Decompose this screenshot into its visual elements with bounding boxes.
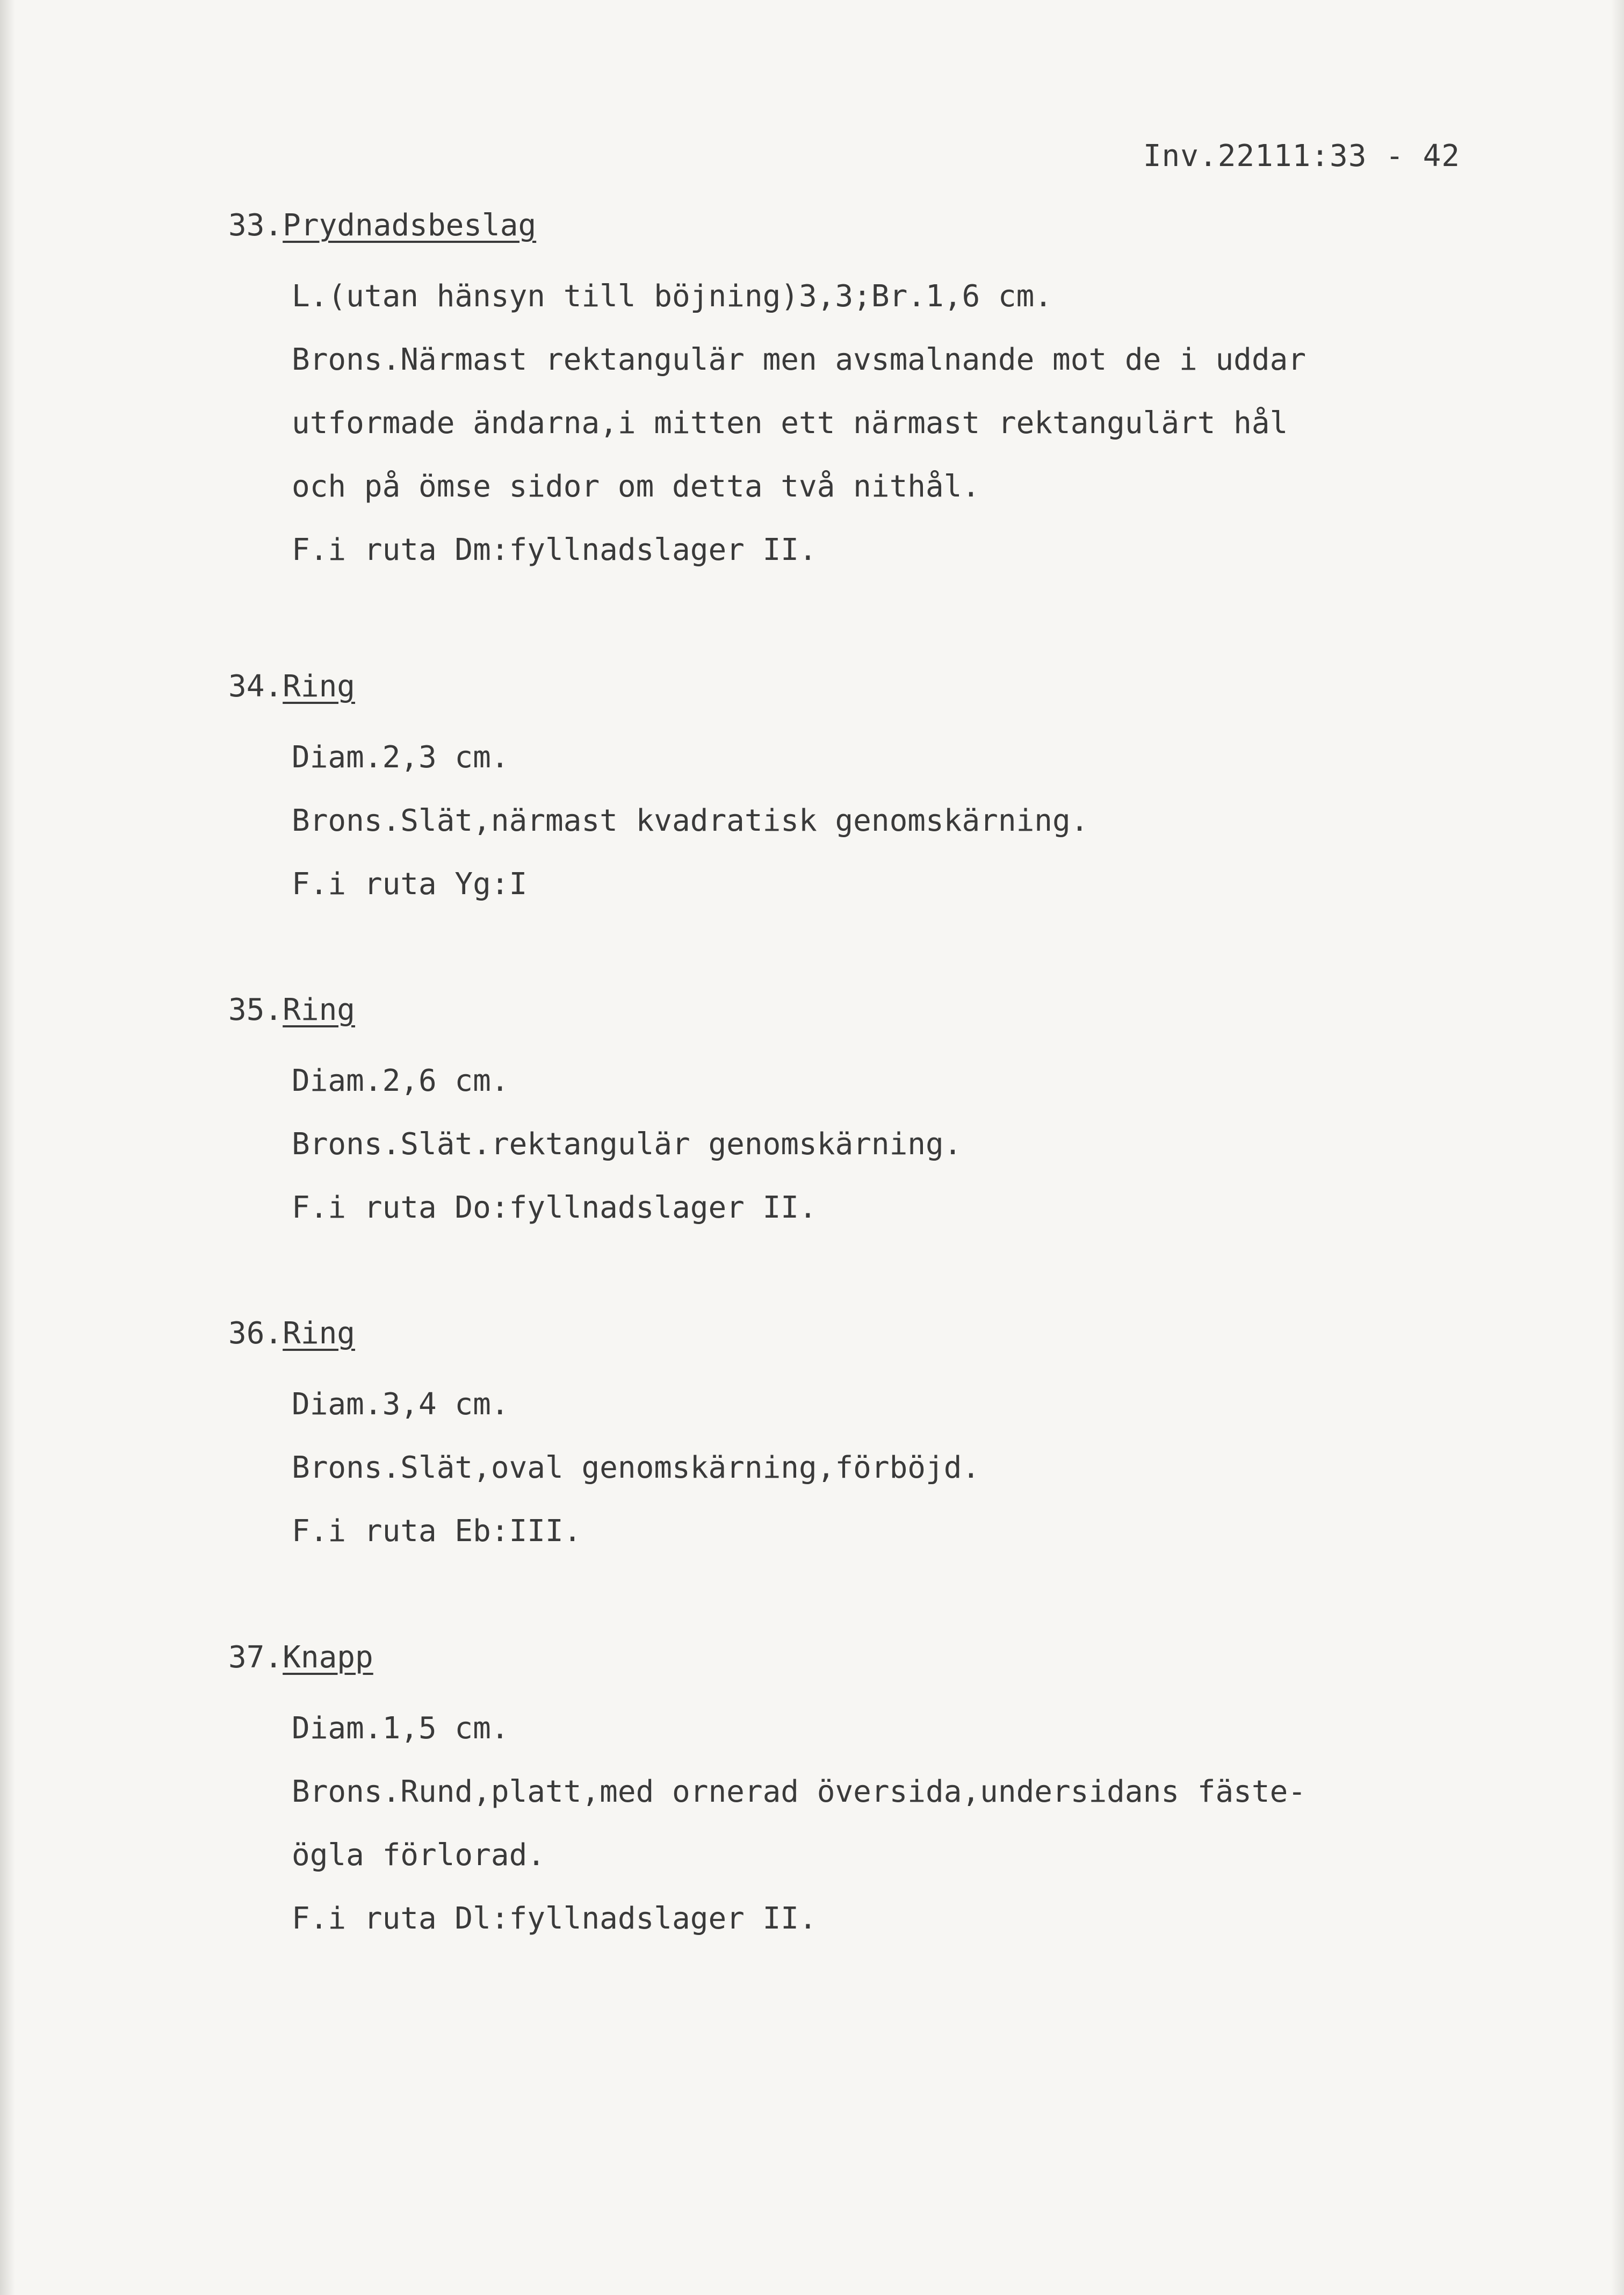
entry-title: Prydnadsbeslag [283, 208, 537, 243]
entry-heading [228, 986, 1437, 1034]
entry-heading [228, 202, 1437, 250]
entry-number: 35. [228, 992, 283, 1027]
entry-number: 34. [228, 669, 283, 704]
measurement-line: Diam.2,3 cm. [292, 740, 509, 775]
find-location-line: F.i ruta Yg:I [292, 867, 528, 902]
measurement-line: L.(utan hänsyn till böjning)3,3;Br.1,6 cm. [292, 279, 1053, 314]
entry-description [292, 726, 1437, 916]
measurement-line: Diam.2,6 cm. [292, 1063, 509, 1098]
catalog-entry [228, 1634, 1437, 1951]
description-line: Brons.Närmast rektangulär men avsmalnande mot de i uddar [292, 342, 1307, 377]
catalog-entry [228, 986, 1437, 1240]
find-location-line: F.i ruta Do:fyllnadslager II. [292, 1190, 817, 1225]
description-line: ögla förlorad. [292, 1838, 546, 1873]
binding-edge [0, 0, 15, 2295]
entry-heading [228, 1634, 1437, 1682]
entry-heading [228, 1310, 1437, 1358]
entry-description [292, 265, 1437, 582]
inventory-reference: Inv.22111:33 - 42 [1143, 139, 1460, 174]
entry-description [292, 1049, 1437, 1240]
entry-number: 33. [228, 208, 283, 243]
description-line: Brons.Slät,närmast kvadratisk genomskärning. [292, 803, 1089, 838]
find-location-line: F.i ruta Eb:III. [292, 1514, 582, 1549]
measurement-line: Diam.3,4 cm. [292, 1387, 509, 1422]
page-edge [1611, 0, 1624, 2295]
entry-number: 37. [228, 1640, 283, 1675]
entry-title: Ring [283, 992, 356, 1027]
description-line: Brons.Slät,oval genomskärning,förböjd. [292, 1450, 980, 1485]
description-line: och på ömse sidor om detta två nithål. [292, 469, 980, 504]
catalog-entry [228, 1310, 1437, 1563]
entry-description [292, 1373, 1437, 1563]
find-location-line: F.i ruta Dm:fyllnadslager II. [292, 533, 817, 567]
catalog-entry [228, 202, 1437, 582]
entry-title: Ring [283, 1316, 356, 1351]
entry-description [292, 1697, 1437, 1951]
find-location-line: F.i ruta Dl:fyllnadslager II. [292, 1901, 817, 1936]
entry-title: Knapp [283, 1640, 373, 1675]
entry-heading [228, 663, 1437, 711]
measurement-line: Diam.1,5 cm. [292, 1711, 509, 1746]
description-line: utformade ändarna,i mitten ett närmast rektangulärt hål [292, 406, 1288, 441]
entry-title: Ring [283, 669, 356, 704]
catalog-entry [228, 663, 1437, 916]
description-line: Brons.Slät.rektangulär genomskärning. [292, 1127, 962, 1162]
entry-number: 36. [228, 1316, 283, 1351]
description-line: Brons.Rund,platt,med ornerad översida,undersidans fäste- [292, 1774, 1307, 1809]
